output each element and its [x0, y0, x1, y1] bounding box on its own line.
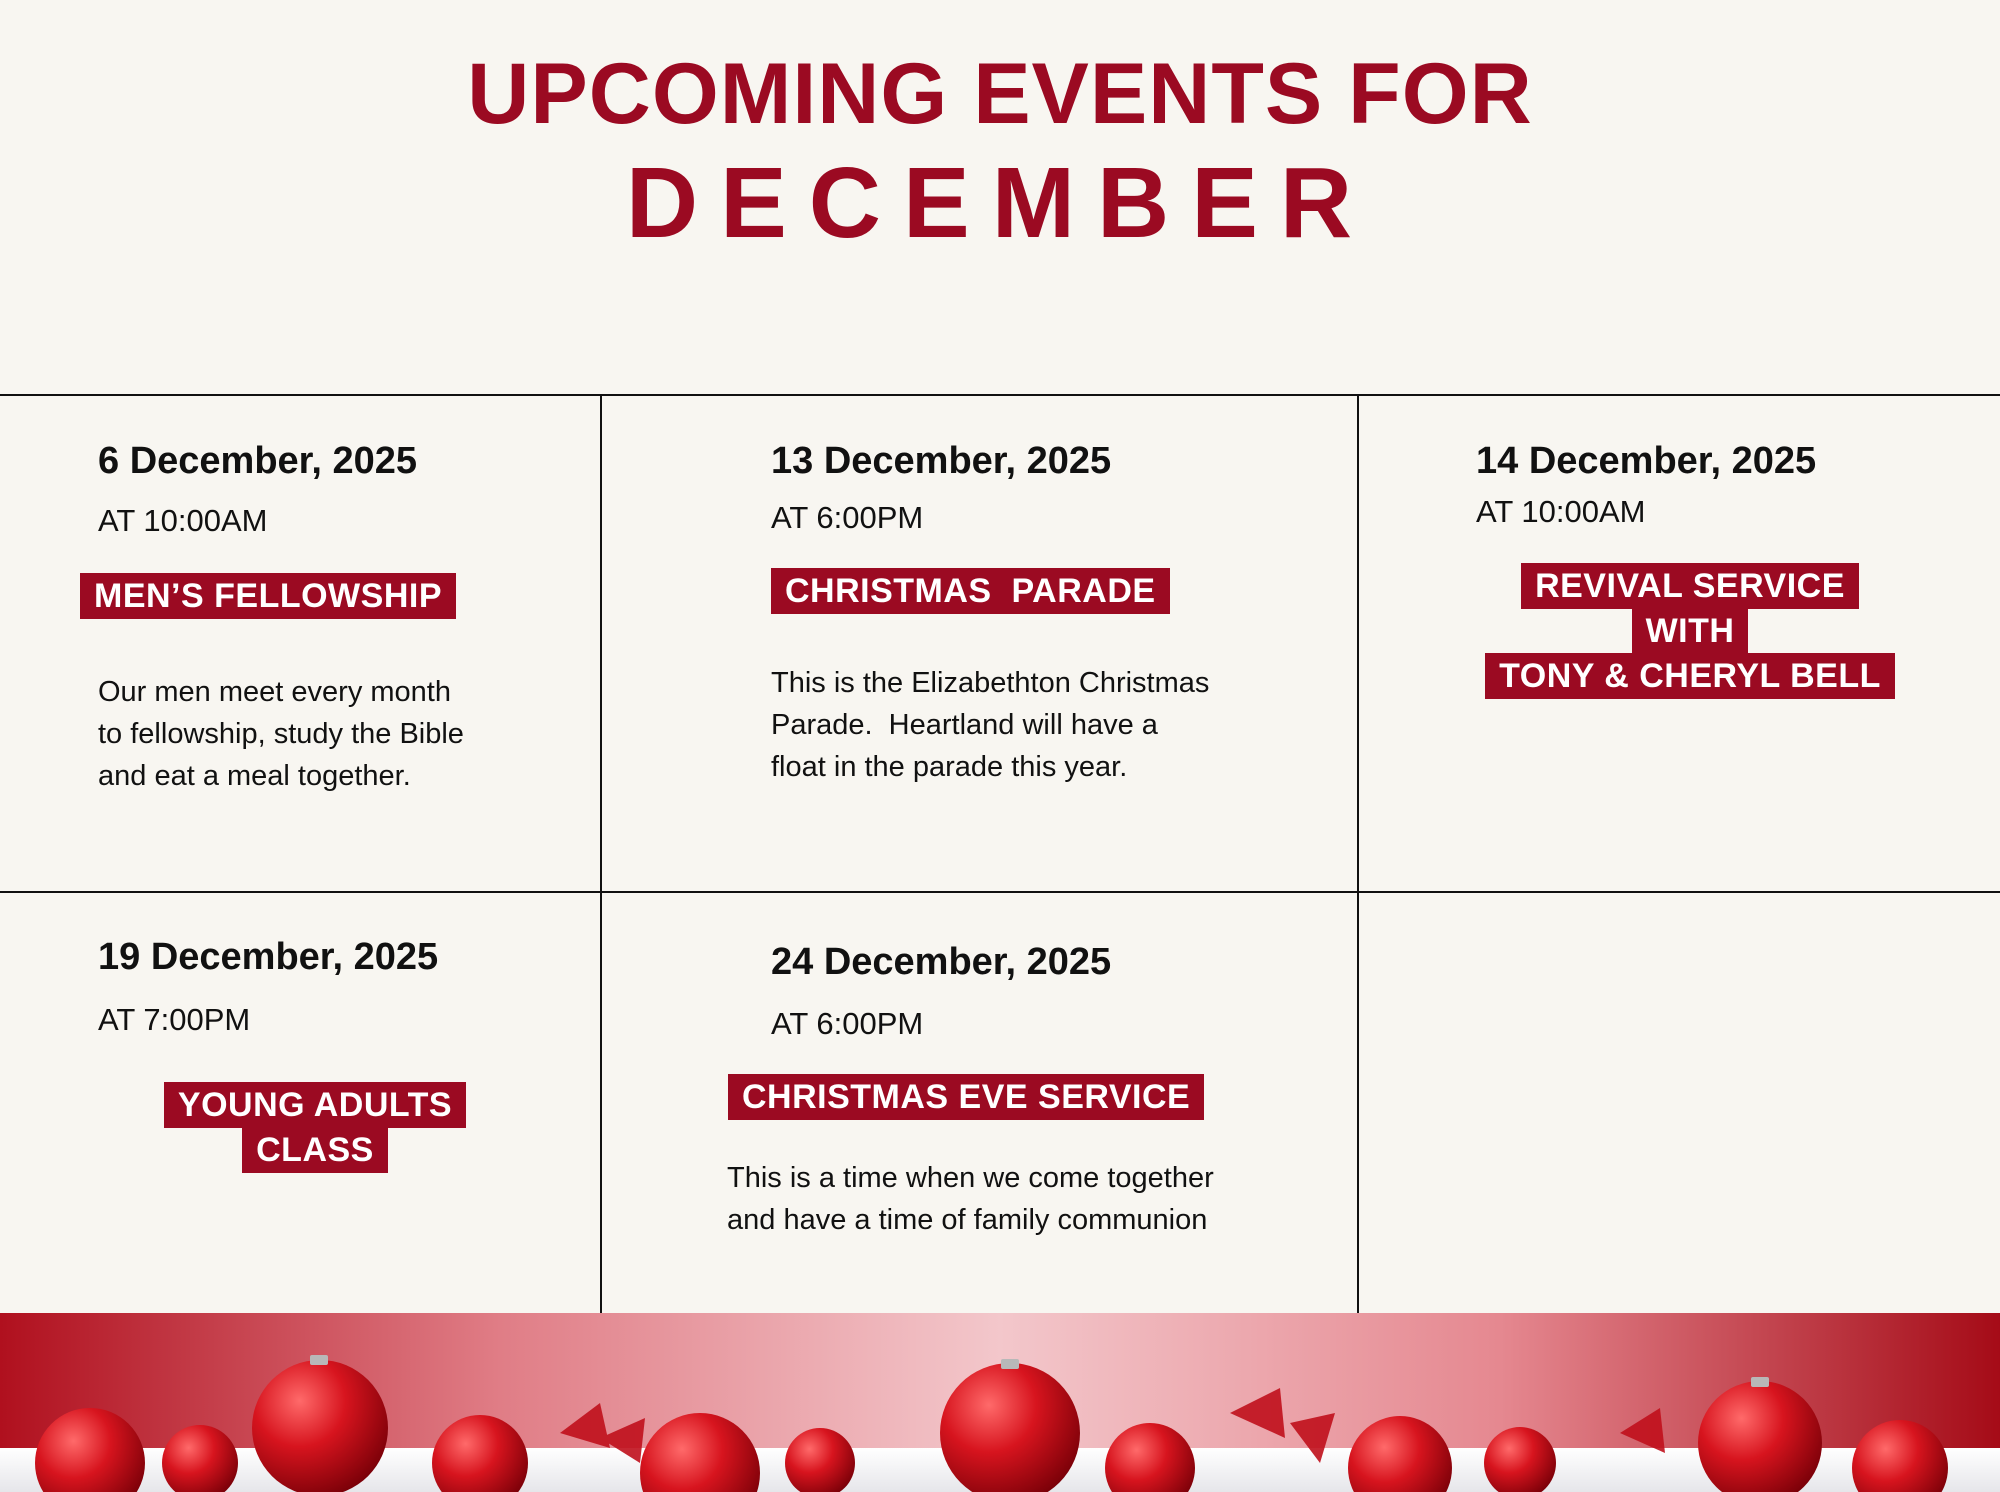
event-title-line-1: YOUNG ADULTS — [164, 1082, 466, 1128]
event-title-line-2: WITH — [1632, 608, 1749, 654]
event-time: AT 6:00PM — [771, 500, 924, 535]
grid-line-right — [1357, 394, 1359, 1314]
ornaments-image — [0, 1313, 2000, 1492]
event-title-badge — [728, 1074, 1204, 1120]
event-title-line-3: TONY & CHERYL BELL — [1485, 653, 1895, 699]
christmas-ornaments-banner — [0, 1313, 2000, 1492]
event-date: 6 December, 2025 — [98, 440, 418, 482]
event-title-badge — [1380, 563, 2000, 699]
event-date: 19 December, 2025 — [98, 936, 439, 978]
event-date: 13 December, 2025 — [771, 440, 1112, 482]
event-title: CHRISTMAS EVE SERVICE — [728, 1074, 1204, 1120]
event-title-badge — [100, 1082, 530, 1173]
grid-line-left — [600, 394, 602, 1314]
event-title-badge — [80, 573, 456, 619]
event-description: This is the Elizabethton Christmas Parade. Heartland will have a float in the parade this year. — [771, 667, 1218, 783]
event-title: MEN’S FELLOWSHIP — [80, 573, 456, 619]
event-time: AT 6:00PM — [771, 1006, 924, 1041]
event-description: Our men meet every month to fellowship, study the Bible and eat a meal together. — [98, 676, 464, 792]
event-time: AT 7:00PM — [98, 1002, 251, 1037]
event-title-line-1: REVIVAL SERVICE — [1521, 563, 1859, 609]
event-title: CHRISTMAS PARADE — [771, 568, 1170, 614]
event-date: 14 December, 2025 — [1476, 440, 1817, 482]
event-date: 24 December, 2025 — [771, 941, 1112, 983]
page-title: UPCOMING EVENTS FOR — [467, 46, 1533, 142]
page-subtitle-month: DECEMBER — [625, 147, 1375, 259]
grid-line-middle — [0, 891, 2000, 893]
event-title-badge — [771, 568, 1170, 614]
event-description: This is a time when we come together and have a time of family communion — [727, 1162, 1214, 1236]
event-time: AT 10:00AM — [98, 503, 268, 538]
grid-line-top — [0, 394, 2000, 396]
event-title-line-2: CLASS — [242, 1127, 388, 1173]
event-time: AT 10:00AM — [1476, 494, 1646, 529]
